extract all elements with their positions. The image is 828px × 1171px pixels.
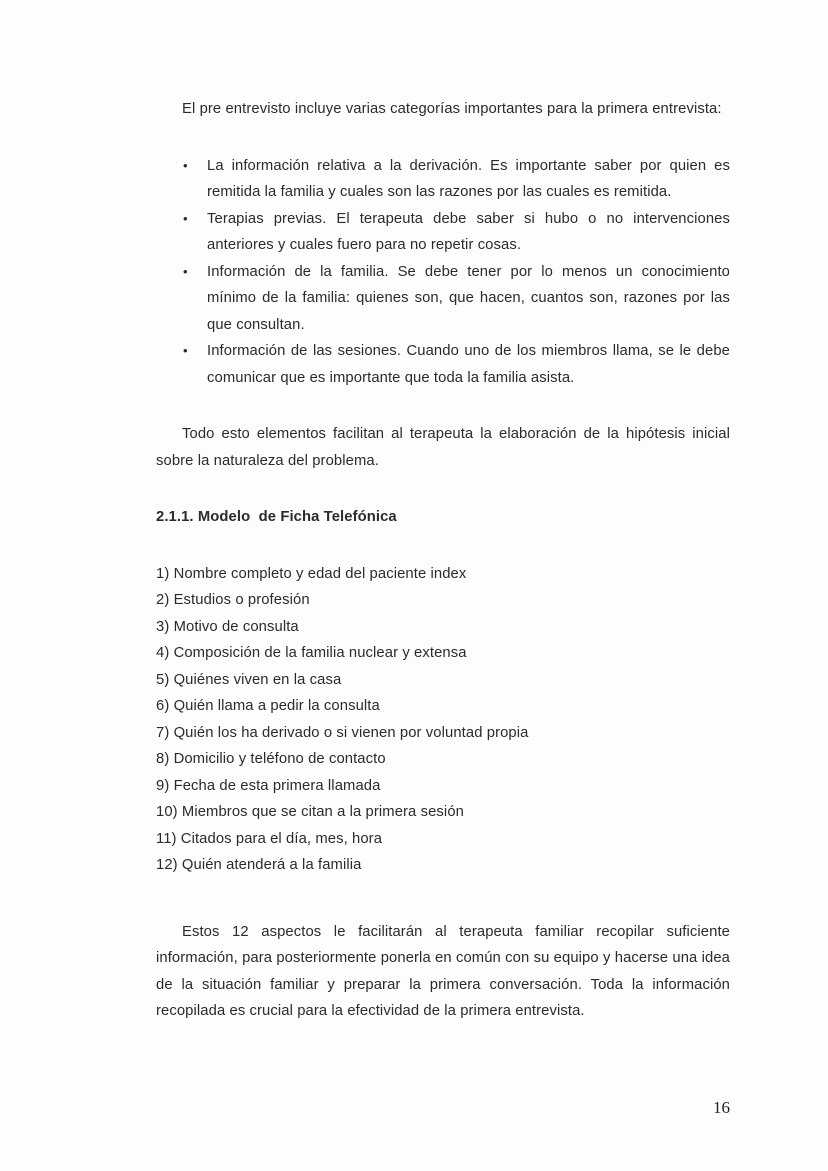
list-item xyxy=(156,259,730,339)
list-item: 8) Domicilio y teléfono de contacto xyxy=(156,751,386,767)
list-item: 3) Motivo de consulta xyxy=(156,618,299,635)
list-item: 12) Quién atenderá a la familia xyxy=(156,857,362,873)
closing-paragraph: Estos 12 aspectos le facilitarán al terapeuta familiar recopilar suficiente información, para posteriormente ponerla en común con su equipo y hacerse una idea de la situación familiar y preparar la primera conversación. Toda la información recopilada es crucial para la efectividad de la primera entrevista. xyxy=(156,923,730,1019)
intro-paragraph: El pre entrevisto incluye varias categorías importantes para la primera entrevista: xyxy=(182,101,722,117)
list-item: 4) Composición de la familia nuclear y extensa xyxy=(156,645,467,661)
bullet-icon: • xyxy=(183,157,188,173)
bullet-icon: • xyxy=(183,263,188,279)
list-item xyxy=(156,153,730,206)
bullet-icon: • xyxy=(183,343,188,358)
bullet-icon: • xyxy=(183,210,188,226)
list-item-text: Información de las sesiones. Cuando uno de los miembros llama, se le debe comunicar que es importante que toda la familia asista. xyxy=(207,343,730,386)
spacer xyxy=(156,391,730,421)
list-item: 1) Nombre completo y edad del paciente index xyxy=(156,565,467,582)
spacer xyxy=(156,879,730,919)
list-item-text: Terapias previas. El terapeuta debe saber si hubo o no intervenciones anteriores y cuales fuero para no repetir cosas. xyxy=(207,210,730,253)
spacer xyxy=(156,531,730,561)
list-item-text: La información relativa a la derivación. Es importante saber por quien es remitida la familia y cuales son las razones por las cuales es remitida. xyxy=(207,157,730,200)
paragraph-after-bullets: Todo esto elementos facilitan al terapeuta la elaboración de la hipótesis inicial sobre la naturaleza del problema. xyxy=(156,426,730,469)
section-heading: 2.1.1. Modelo de Ficha Telefónica xyxy=(156,509,397,525)
list-item: 6) Quién llama a pedir la consulta xyxy=(156,698,380,714)
numbered-list xyxy=(156,561,730,879)
list-item: 11) Citados para el día, mes, hora xyxy=(156,830,383,847)
page-content xyxy=(156,96,730,1025)
list-item: 7) Quién los ha derivado o si vienen por voluntad propia xyxy=(156,724,529,741)
list-item-text: Información de la familia. Se debe tener por lo menos un conocimiento mínimo de la familia: quienes son, que hacen, cuantos son, razones por las que consultan. xyxy=(207,263,730,333)
list-item xyxy=(156,338,730,391)
list-item: 9) Fecha de esta primera llamada xyxy=(156,777,381,794)
spacer xyxy=(156,474,730,504)
spacer xyxy=(156,123,730,153)
list-item: 10) Miembros que se citan a la primera sesión xyxy=(156,804,464,820)
list-item: 5) Quiénes viven en la casa xyxy=(156,671,342,688)
list-item: 2) Estudios o profesión xyxy=(156,592,310,608)
page-number: 16 xyxy=(713,1098,730,1117)
bullet-list xyxy=(156,153,730,392)
list-item xyxy=(156,206,730,259)
